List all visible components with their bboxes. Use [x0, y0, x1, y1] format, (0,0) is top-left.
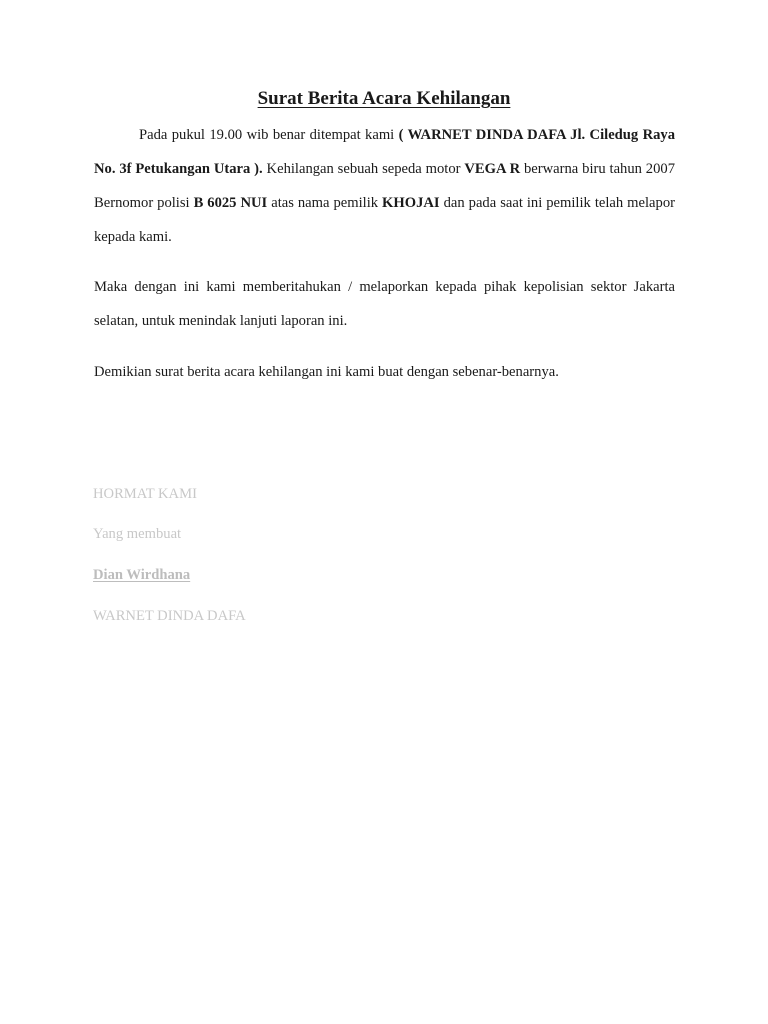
signature-role: Yang membuat — [93, 526, 182, 542]
signature-greeting: HORMAT KAMI — [93, 486, 197, 502]
paragraph-report-details — [94, 118, 675, 254]
p1-owner-name: KHOJAI — [382, 195, 440, 211]
signature-organization: WARNET DINDA DAFA — [93, 608, 246, 624]
paragraph-closing: Demikian surat berita acara kehilangan ini kami buat dengan sebenar-benarnya. — [94, 364, 559, 380]
signature-name: Dian Wirdhana — [93, 567, 191, 583]
p1-vehicle: VEGA R — [464, 161, 521, 177]
p1-text-2: Kehilangan sebuah sepeda motor — [262, 161, 465, 177]
paragraph-notification: Maka dengan ini kami memberitahukan / melaporkan kepada pihak kepolisian sektor Jakarta selatan, untuk menindak lanjuti laporan ini. — [94, 279, 675, 329]
p1-text-1: Pada pukul 19.00 wib benar ditempat kami — [139, 127, 399, 143]
p1-location: ( WARNET DINDA DAFA Jl. Ciledug Raya No. 3f Petukangan Utara ). — [94, 127, 675, 177]
document-title: Surat Berita Acara Kehilangan — [257, 88, 511, 109]
p1-plate-number: B 6025 NUI — [193, 195, 268, 211]
p1-text-3: berwarna biru tahun 2007 Bernomor polisi — [94, 161, 675, 211]
p1-text-4: atas nama pemilik — [267, 195, 383, 211]
p1-text-5: dan pada saat ini pemilik telah melapor kepada kami. — [94, 195, 675, 245]
